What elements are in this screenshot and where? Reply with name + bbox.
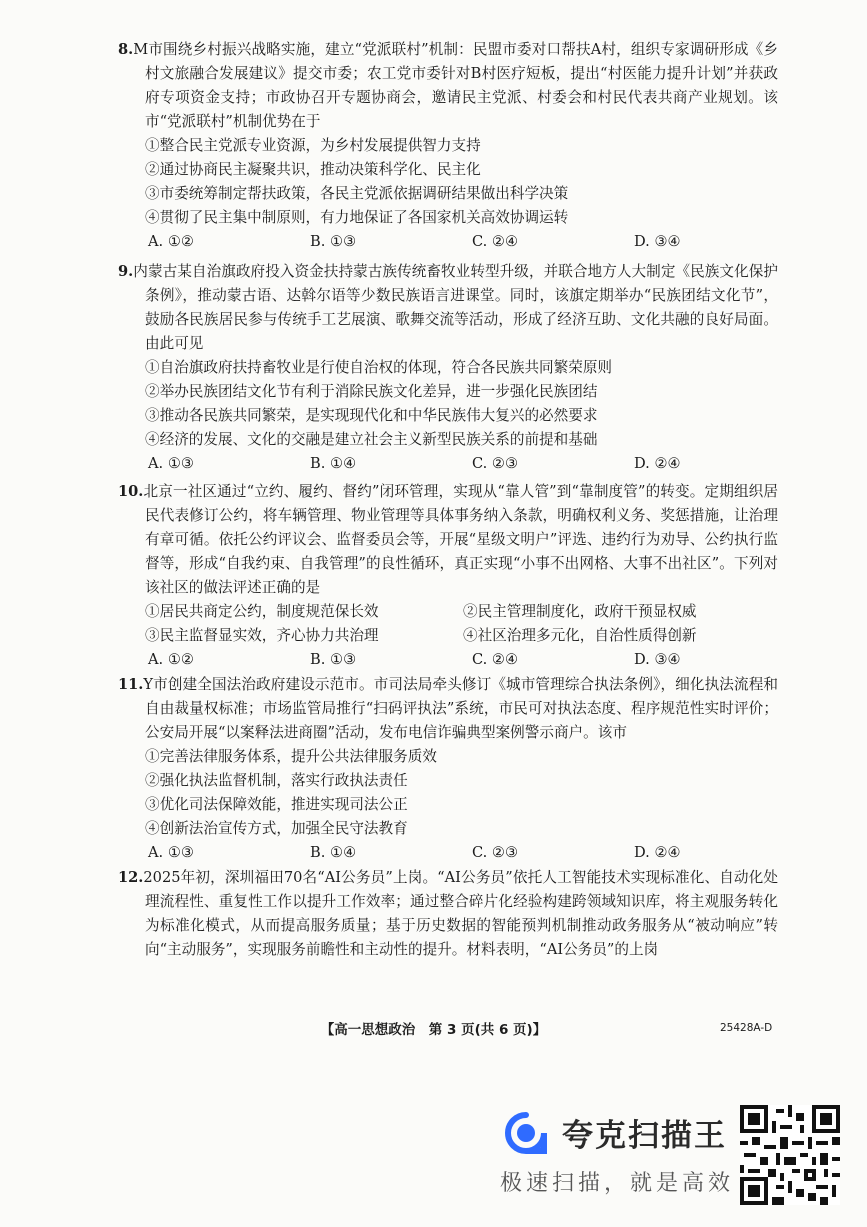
statement-option: ①居民共商定公约，制度规范保长效	[145, 603, 379, 620]
statement-option: ②民主管理制度化，政府干预显权威	[463, 603, 697, 620]
question-9	[118, 260, 778, 476]
statement-option: ④社区治理多元化，自治性质得创新	[463, 627, 697, 644]
answer-choices	[118, 841, 778, 865]
statement-option: ②强化执法监督机制，落实行政执法责任	[145, 772, 408, 789]
statement-option-row	[118, 624, 778, 648]
scanner-slogan: 极速扫描，就是高效	[500, 1171, 735, 1196]
answer-choice: C. ②③	[472, 844, 519, 861]
statement-option: ②举办民族团结文化节有利于消除民族文化差异，进一步强化民族团结	[145, 383, 598, 400]
answer-choice: C. ②④	[472, 233, 519, 250]
statement-option: ③市委统筹制定帮扶政策，各民主党派依据调研结果做出科学决策	[145, 185, 569, 202]
page-footer: 【高一思想政治 第 3 页(共 6 页)】	[320, 1022, 547, 1038]
answer-choice: C. ②④	[472, 651, 519, 668]
answer-choices	[118, 230, 778, 254]
question-12	[118, 866, 778, 962]
question-stem: 8.M市围绕乡村振兴战略实施，建立“党派联村”机制：民盟市委对口帮扶A村，组织专家调研形成《乡村文旅融合发展建议》提交市委；农工党市委针对B村医疗短板，提出“村医能力提升计划”并获政府专项资金支持；市政协召开专题协商会，邀请民主党派、村委会和村民代表共商产业规划。该市“党派联村”机制优势在于	[118, 41, 778, 130]
answer-choice: A. ①②	[148, 651, 194, 668]
statement-option: ①自治旗政府扶持畜牧业是行使自治权的体现，符合各民族共同繁荣原则	[145, 359, 613, 376]
statement-option: ③推动各民族共同繁荣，是实现现代化和中华民族伟大复兴的必然要求	[145, 407, 598, 424]
question-stem: 12.2025年初，深圳福田70名“AI公务员”上岗。“AI公务员”依托人工智能技术实现标准化、自动化处理流程性、重复性工作以提升工作效率；通过整合碎片化经验构建跨领域知识库，将主观服务转化为标准化模式，从而提高服务质量；基于历史数据的智能预判机制推动政务服务从“被动响应”转向“主动服务”，实现服务前瞻性和主动性的提升。材料表明，“AI公务员”的上岗	[118, 869, 778, 958]
statement-option: ③优化司法保障效能，推进实现司法公正	[145, 796, 408, 813]
answer-choices	[118, 452, 778, 476]
statement-option: ④经济的发展、文化的交融是建立社会主义新型民族关系的前提和基础	[145, 431, 598, 448]
answer-choice: A. ①②	[148, 233, 194, 250]
qr-code-icon	[740, 1105, 840, 1205]
question-stem: 9.内蒙古某自治旗政府投入资金扶持蒙古族传统畜牧业转型升级，并联合地方人大制定《民族文化保护条例》，推动蒙古语、达斡尔语等少数民族语言进课堂。同时，该旗定期举办“民族团结文化节”，鼓励各民族居民参与传统手工艺展演、歌舞交流等活动，形成了经济互助、文化共融的良好局面。由此可见	[118, 263, 778, 352]
question-8	[118, 38, 778, 254]
question-stem: 10.北京一社区通过“立约、履约、督约”闭环管理，实现从“靠人管”到“靠制度管”的转变。定期组织居民代表修订公约，将车辆管理、物业管理等具体事务纳入条款，明确权利义务、奖惩措施，让治理有章可循。依托公约评议会、监督委员会等，开展“星级文明户”评选、违约行为劝导、公约执行监督等，形成“自我约束、自我管理”的良性循环，真正实现“小事不出网格、大事不出社区”。下列对该社区的做法评述正确的是	[118, 483, 778, 596]
scanner-brand: 夸克扫描王	[562, 1118, 727, 1154]
answer-choice: D. ③④	[634, 651, 681, 668]
answer-choice: D. ③④	[634, 233, 681, 250]
answer-choice: A. ①③	[148, 844, 194, 861]
statement-option-row	[118, 600, 778, 624]
answer-choice: C. ②③	[472, 455, 519, 472]
answer-choices	[118, 648, 778, 672]
scanner-logo-icon	[505, 1112, 547, 1154]
statement-option: ②通过协商民主凝聚共识，推动决策科学化、民主化	[145, 161, 481, 178]
statement-option: ①完善法律服务体系，提升公共法律服务质效	[145, 748, 437, 765]
statement-option: ①整合民主党派专业资源，为乡村发展提供智力支持	[145, 137, 481, 154]
statement-option: ④创新法治宣传方式，加强全民守法教育	[145, 820, 408, 837]
question-stem: 11.Y市创建全国法治政府建设示范市。市司法局牵头修订《城市管理综合执法条例》，细化执法流程和自由裁量权标准；市场监管局推行“扫码评执法”系统，市民可对执法态度、程序规范性实时评价；公安局开展“以案释法进商圈”活动，发布电信诈骗典型案例警示商户。该市	[118, 676, 778, 741]
statement-option: ④贯彻了民主集中制原则，有力地保证了各国家机关高效协调运转	[145, 209, 569, 226]
paper-code: 25428A-D	[720, 1022, 773, 1034]
answer-choice: B. ①③	[310, 651, 357, 668]
question-10	[118, 480, 778, 672]
answer-choice: D. ②④	[634, 455, 681, 472]
statement-option: ③民主监督显实效，齐心协力共治理	[145, 627, 379, 644]
answer-choice: B. ①③	[310, 233, 357, 250]
answer-choice: A. ①③	[148, 455, 194, 472]
answer-choice: B. ①④	[310, 455, 357, 472]
question-11	[118, 673, 778, 865]
answer-choice: D. ②④	[634, 844, 681, 861]
answer-choice: B. ①④	[310, 844, 357, 861]
